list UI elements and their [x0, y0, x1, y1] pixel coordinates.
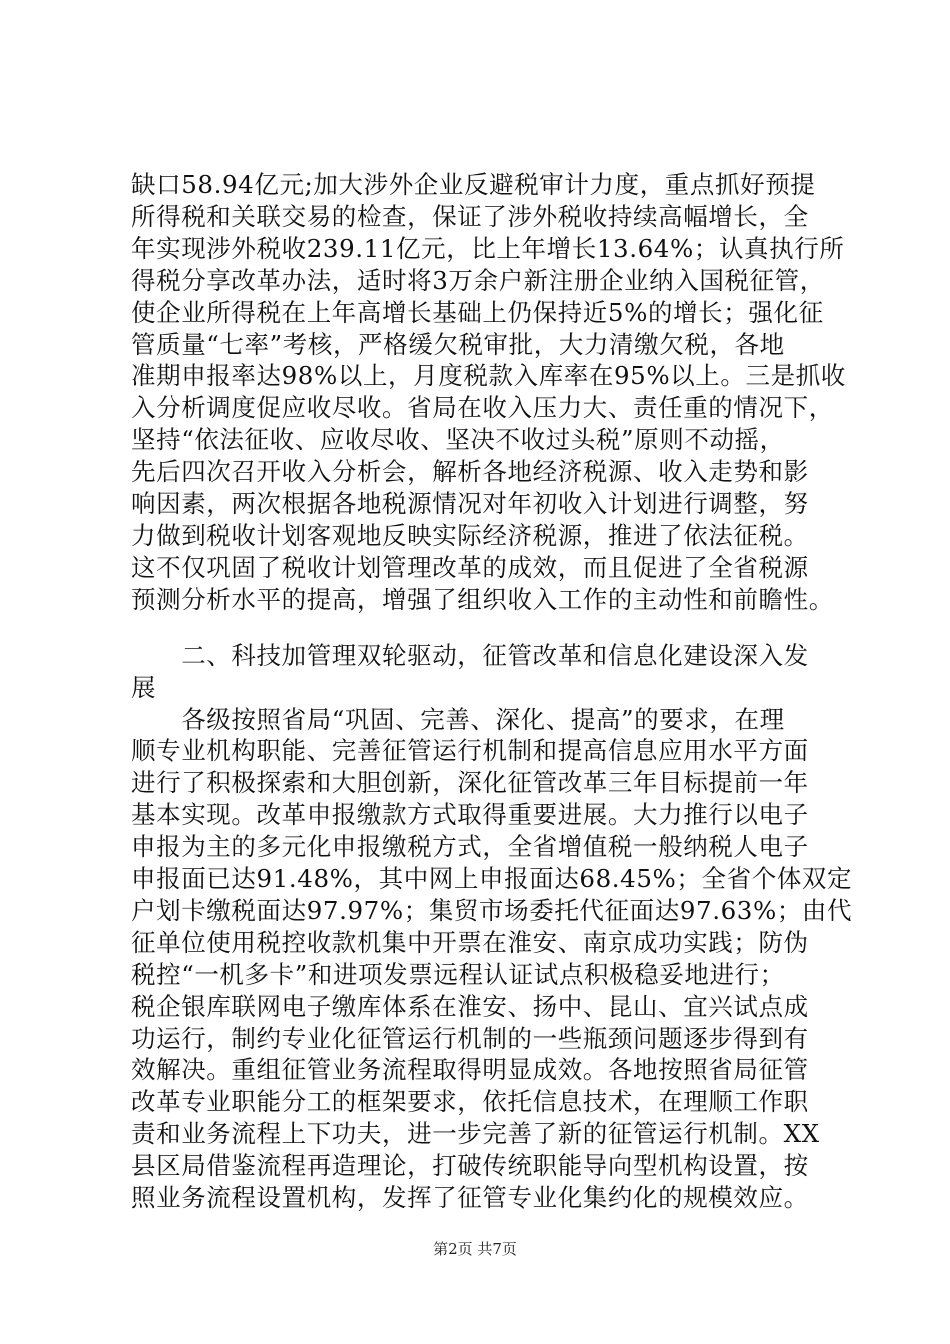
- text-line: 效解决。重组征管业务流程取得明显成效。各地按照省局征管: [131, 1055, 809, 1084]
- text-line: 年实现涉外税收239.11亿元，比上年增长13.64%；认真执行所: [131, 234, 845, 263]
- text-line: 力做到税收计划客观地反映实际经济税源，推进了依法征税。: [131, 521, 809, 550]
- section-heading: 二、科技加管理双轮驱动，征管改革和信息化建设深入发: [131, 641, 809, 670]
- text-line: 预测分析水平的提高，增强了组织收入工作的主动性和前瞻性。: [131, 585, 834, 614]
- page-number-footer: 第2页 共7页: [433, 1240, 517, 1258]
- text-line: 责和业务流程上下功夫，进一步完善了新的征管运行机制。XX: [131, 1119, 820, 1148]
- text-line: 申报面已达91.48%，其中网上申报面达68.45%；全省个体双定: [131, 864, 853, 893]
- text-line: 改革专业职能分工的框架要求，依托信息技术，在理顺工作职: [131, 1087, 809, 1116]
- text-line: 缺口58.94亿元;加大涉外企业反避税审计力度，重点抓好预提: [131, 170, 816, 199]
- text-line: 准期申报率达98%以上，月度税款入库率在95%以上。三是抓收: [131, 361, 846, 390]
- text-line: 使企业所得税在上年高增长基础上仍保持近5%的增长；强化征: [131, 298, 824, 327]
- text-line: 管质量“七率”考核，严格缓欠税审批，大力清缴欠税，各地: [131, 330, 785, 359]
- text-line: 税企银库联网电子缴库体系在淮安、扬中、昆山、宜兴试点成: [131, 992, 809, 1021]
- text-line: 所得税和关联交易的检查，保证了涉外税收持续高幅增长，全: [131, 202, 809, 231]
- text-line: 进行了积极探索和大胆创新，深化征管改革三年目标提前一年: [131, 768, 809, 797]
- text-line: 申报为主的多元化申报缴税方式，全省增值税一般纳税人电子: [131, 832, 809, 861]
- text-line: 基本实现。改革申报缴款方式取得重要进展。大力推行以电子: [131, 800, 809, 829]
- text-line: 响因素，两次根据各地税源情况对年初收入计划进行调整，努: [131, 489, 809, 518]
- text-line: 坚持“依法征收、应收尽收、坚决不收过头税”原则不动摇，: [131, 425, 785, 454]
- text-line: 征单位使用税控收款机集中开票在淮安、南京成功实践；防伪: [131, 928, 809, 957]
- text-line: 县区局借鉴流程再造理论，打破传统职能导向型机构设置，按: [131, 1151, 809, 1180]
- text-line: 税控“一机多卡”和进项发票远程认证试点积极稳妥地进行；: [131, 960, 785, 989]
- text-line: 这不仅巩固了税收计划管理改革的成效，而且促进了全省税源: [131, 553, 809, 582]
- text-line: 入分析调度促应收尽收。省局在收入压力大、责任重的情况下，: [131, 393, 834, 422]
- text-line: 各级按照省局“巩固、完善、深化、提高”的要求，在理: [131, 705, 785, 734]
- text-line: 先后四次召开收入分析会，解析各地经济税源、收入走势和影: [131, 457, 809, 486]
- text-line: 户划卡缴税面达97.97%；集贸市场委托代征面达97.63%；由代: [131, 896, 853, 925]
- text-line: 得税分享改革办法，适时将3万余户新注册企业纳入国税征管，: [131, 266, 825, 295]
- section-heading-continued: 展: [131, 673, 157, 702]
- text-line: 顺专业机构职能、完善征管运行机制和提高信息应用水平方面: [131, 736, 809, 765]
- text-line: 功运行，制约专业化征管运行机制的一些瓶颈问题逐步得到有: [131, 1024, 809, 1053]
- text-line: 照业务流程设置机构，发挥了征管专业化集约化的规模效应。: [131, 1183, 809, 1212]
